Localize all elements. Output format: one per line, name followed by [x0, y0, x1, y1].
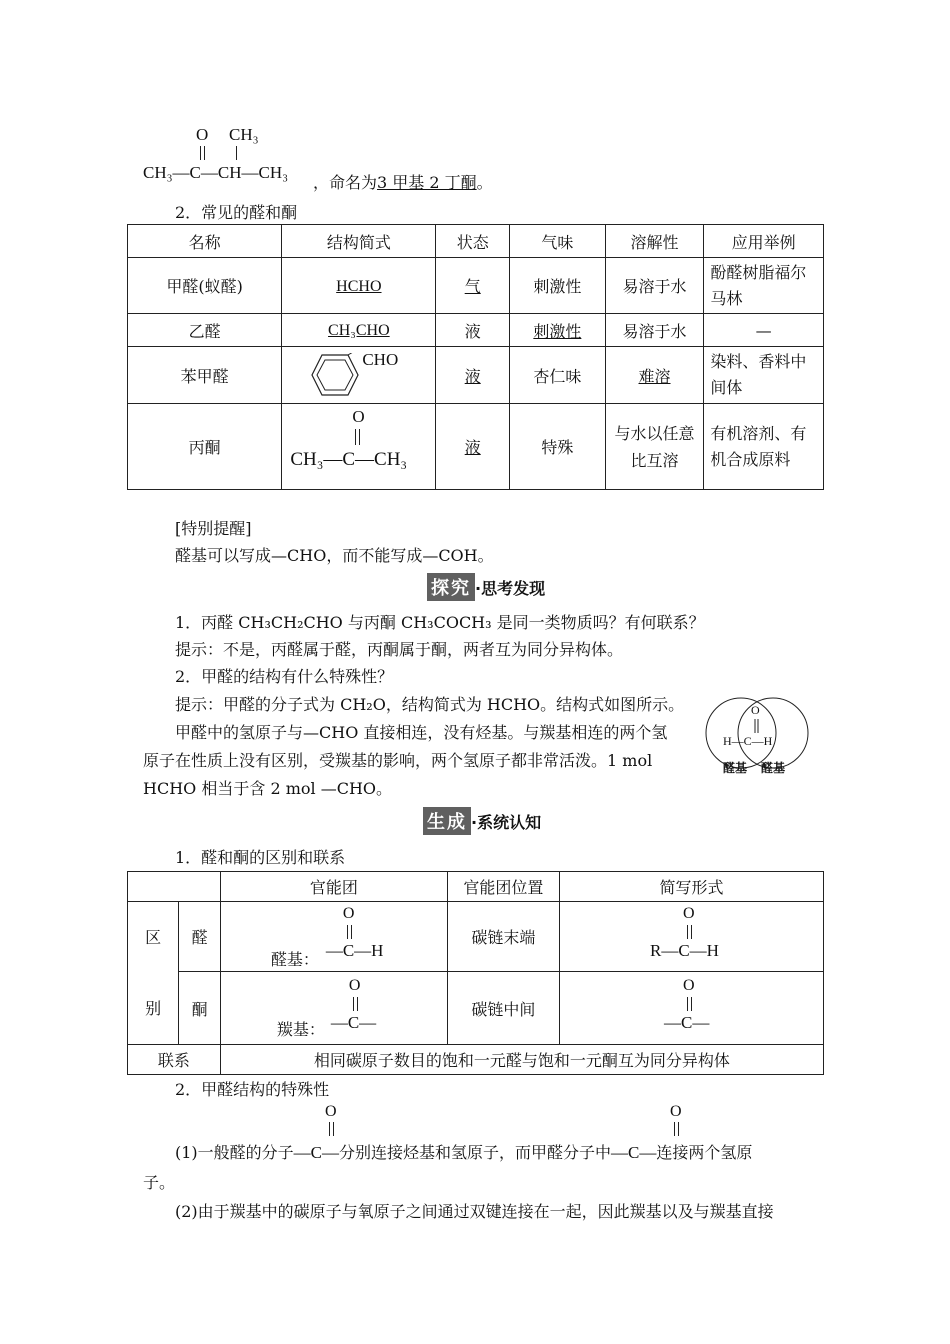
cell-solubility: 难溶: [638, 366, 671, 386]
reminder-title: [特别提醒]: [175, 519, 252, 538]
cell-use: 染料、香料中间体: [704, 347, 824, 404]
section-title-common: 2．常见的醛和酮: [175, 203, 298, 222]
paragraph-line: 原子在性质上没有区别，受羰基的影响，两个氢原子都非常活泼。1 mol: [143, 751, 653, 770]
cell-ketone-short: [559, 972, 823, 1045]
question-1: 1．丙醛 CH₃CH₂CHO 与丙酮 CH₃COCH₃ 是同一类物质吗？有何联系？: [175, 613, 705, 632]
header-short: 简写形式: [559, 872, 823, 902]
double-bond: [355, 429, 360, 445]
cell-odor: 特殊: [510, 404, 606, 490]
answer-2: 提示：甲醛的分子式为 CH₂O，结构简式为 HCHO。结构式如图所示。: [175, 695, 685, 714]
figure-formula: H—C—H: [723, 734, 773, 748]
cell-use: 酚醛树脂福尔马林: [704, 258, 824, 314]
cell-solubility: 易溶于水: [605, 258, 704, 314]
double-bond: [347, 925, 352, 939]
aldehyde-short-o: O: [682, 904, 695, 922]
ketone-naming: [313, 170, 493, 193]
double-bond: [353, 997, 358, 1011]
header-position: 官能团位置: [447, 872, 559, 902]
header-odor: 气味: [510, 225, 606, 258]
table-row: [128, 314, 824, 347]
table-row: [128, 404, 824, 490]
cell-use: 有机溶剂、有机合成原料: [704, 404, 824, 490]
ketone-methyl-branch: CH₃: [229, 125, 259, 144]
carbonyl-o-2: O: [670, 1103, 682, 1120]
cell-name: 甲醛(蚁醛): [128, 258, 282, 314]
relation-label: 联系: [128, 1045, 221, 1075]
header-blank: [128, 872, 221, 902]
figure-label-right: 醛基: [761, 761, 786, 775]
cell-structure: CH₃CHO: [328, 322, 390, 339]
generate-heading: [423, 807, 541, 833]
cell-solubility: 与水以任意比互溶: [605, 404, 704, 490]
header-state: 状态: [436, 225, 510, 258]
side-label-bottom: 别: [128, 972, 179, 1045]
cell-odor: 杏仁味: [510, 347, 606, 404]
cell-name: 苯甲醛: [128, 347, 282, 404]
cell-use: —: [704, 314, 824, 347]
type-ketone: 酮: [179, 972, 221, 1045]
formaldehyde-figure: [703, 695, 813, 780]
explore-box: 探究: [427, 573, 475, 601]
aldehyde-position: 碳链末端: [447, 902, 559, 972]
double-bond: [329, 1122, 334, 1136]
cell-name: 丙酮: [128, 404, 282, 490]
aldehyde-o: O: [342, 904, 355, 922]
cell-odor: 刺激性: [510, 258, 606, 314]
ketone-chain: CH₃—C—CH—CH₃: [143, 163, 289, 182]
paragraph-line: HCHO 相当于含 2 mol —CHO。: [143, 779, 393, 798]
type-aldehyde: 醛: [179, 902, 221, 972]
question-2: 2．甲醛的结构有什么特殊性？: [175, 667, 394, 686]
single-bond: [236, 146, 237, 160]
ketone-o: O: [348, 976, 361, 994]
formaldehyde-paragraph-2: (2)由于羰基中的碳原子与氧原子之间通过双键连接在一起，因此羰基以及与羰基直接: [175, 1202, 774, 1221]
carbonyl-o-1: O: [325, 1103, 337, 1120]
table-row: [128, 972, 824, 1045]
carbonyl-2: —C—: [611, 1143, 657, 1162]
explore-heading: [427, 573, 545, 599]
header-group: 官能团: [220, 872, 447, 902]
benzaldehyde-cho: CHO: [362, 349, 399, 369]
difference-table: [127, 871, 824, 1075]
table-row: [128, 258, 824, 314]
header-structure: 结构简式: [282, 225, 436, 258]
header-use: 应用举例: [704, 225, 824, 258]
paragraph-line: 甲醛中的氢原子与—CHO 直接相连，没有烃基。与羰基相连的两个氢: [175, 723, 668, 742]
p1-part-b: 分别连接烃基和氢原子，而甲醛分子中: [339, 1143, 612, 1162]
ketone-formula: —C—: [330, 1012, 377, 1032]
reminder-text: 醛基可以写成—CHO，而不能写成—COH。: [175, 546, 494, 565]
section-title-formaldehyde: 2．甲醛结构的特殊性: [175, 1080, 330, 1099]
side-label-top: 区: [128, 902, 179, 972]
table-row-relation: [128, 1045, 824, 1075]
explore-text: ·思考发现: [475, 579, 546, 598]
cell-structure: HCHO: [336, 277, 382, 295]
formaldehyde-paragraph-1-end: 子。: [143, 1173, 176, 1192]
aldehyde-short: R—C—H: [649, 940, 719, 960]
cell-state: 气: [464, 277, 481, 296]
cell-ketone-group: [220, 972, 447, 1045]
ketone-short-o: O: [682, 976, 695, 994]
double-bond: [200, 146, 205, 160]
header-solubility: 溶解性: [605, 225, 704, 258]
aldehyde-label: 醛基：: [270, 949, 319, 969]
aldehyde-ketone-table: [127, 224, 824, 490]
p1-part-a: (1)一般醛的分子: [175, 1143, 294, 1162]
acetone-oxygen: O: [352, 406, 365, 426]
benzene-ring-icon: [310, 353, 360, 397]
cell-solubility: 易溶于水: [605, 314, 704, 347]
aldehyde-formula: —C—H: [325, 940, 384, 960]
naming-suffix: 。: [476, 173, 493, 192]
double-bond: [687, 997, 692, 1011]
table-header: [128, 872, 824, 902]
cell-odor: 刺激性: [533, 321, 582, 341]
carbonyl-1: —C—: [293, 1143, 340, 1162]
section-title-difference: 1．醛和酮的区别和联系: [175, 848, 346, 867]
answer-1: 提示：不是，丙醛属于醛，丙酮属于酮，两者互为同分异构体。: [175, 640, 624, 659]
generate-box: 生成: [423, 807, 471, 835]
ketone-position: 碳链中间: [447, 972, 559, 1045]
ketone-short: —C—: [663, 1012, 710, 1032]
generate-text: ·系统认知: [471, 813, 542, 832]
cell-name: 乙醛: [128, 314, 282, 347]
cell-aldehyde-short: [559, 902, 823, 972]
cell-state: 液: [464, 438, 481, 457]
cell-structure-benzaldehyde: [282, 347, 436, 404]
table-row: [128, 902, 824, 972]
header-name: 名称: [128, 225, 282, 258]
double-bond: [687, 925, 692, 939]
acetone-chain: CH₃—C—CH₃: [290, 448, 408, 470]
cell-aldehyde-group: [220, 902, 447, 972]
cell-state: 液: [464, 366, 481, 386]
ketone-oxygen: O: [196, 125, 209, 144]
double-bond: [674, 1122, 679, 1136]
table-row: [128, 347, 824, 404]
figure-label-left: 醛基: [723, 761, 748, 775]
figure-oxygen: O: [751, 703, 760, 717]
table-header: [128, 225, 824, 258]
p1-part-c: 连接两个氢原: [656, 1143, 753, 1162]
formaldehyde-paragraph-1: [175, 1140, 752, 1163]
relation-text: 相同碳原子数目的饱和一元醛与饱和一元酮互为同分异构体: [220, 1045, 823, 1075]
ketone-label: 羰基：: [276, 1019, 325, 1039]
naming-prefix: ，命名为: [313, 173, 378, 192]
naming-answer: 3 甲基 2 丁酮: [377, 173, 477, 192]
cell-state: 液: [436, 314, 510, 347]
cell-structure-acetone: [282, 404, 436, 490]
